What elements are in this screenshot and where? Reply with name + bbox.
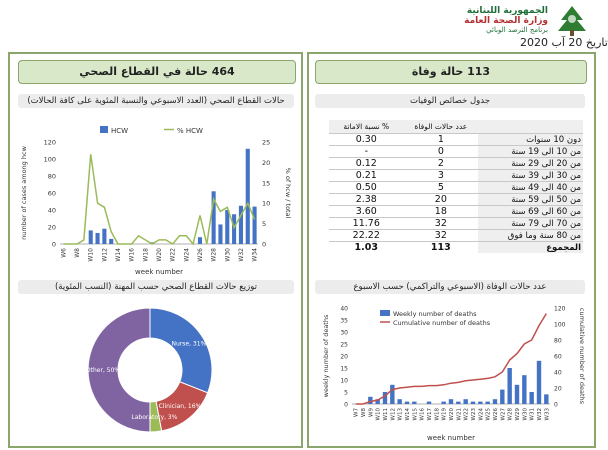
bar-weekly-deaths xyxy=(412,402,416,404)
x-tick-label: W8 xyxy=(361,408,367,417)
legend-label-cumulative: Cumulative number of deaths xyxy=(393,319,491,327)
x-tick-label: W6 xyxy=(60,248,68,258)
y-tick-label: 100 xyxy=(43,155,56,164)
x-tick-label: W24 xyxy=(478,408,485,421)
category-cell: دون 10 سنوات xyxy=(478,134,583,146)
deaths-table-title: جدول خصائص الوفيات xyxy=(315,94,585,108)
deaths-cell: 32 xyxy=(404,218,479,230)
x-tick-label: W20 xyxy=(449,408,455,421)
deaths-cell: 3 xyxy=(404,170,479,182)
report-date: تاريخ 20 آب 2020 xyxy=(520,36,608,49)
x-tick-label: W28 xyxy=(507,408,514,421)
x-tick-label: W16 xyxy=(128,248,136,262)
hcw-weekly-chart xyxy=(14,112,298,276)
deaths-chart-title: عدد حالات الوفاة (الاسبوعي والتراكمي) حسب الاسبوع xyxy=(315,280,585,294)
table-row xyxy=(329,134,583,146)
header-cfr: نسبة الاماتة % xyxy=(329,120,404,134)
category-cell: المجموع xyxy=(478,242,583,254)
x-tick-label: W24 xyxy=(183,248,191,262)
bar-weekly-deaths xyxy=(500,390,504,404)
y-axis-label: number of cases among hcw xyxy=(20,146,28,240)
x-tick-label: W10 xyxy=(375,408,382,421)
y2-tick-label: 120 xyxy=(554,305,566,313)
deaths-cell: 1 xyxy=(404,134,479,146)
y2-tick-label: 20 xyxy=(262,158,271,167)
x-tick-label: W33 xyxy=(544,408,551,421)
y2-axis-label: cumulative number of deaths xyxy=(578,307,586,405)
deaths-table xyxy=(329,120,583,253)
x-tick-label: W32 xyxy=(237,248,245,262)
bar-weekly-deaths xyxy=(390,385,394,404)
y-tick-label: 40 xyxy=(340,305,348,313)
y2-tick-label: 60 xyxy=(554,353,562,361)
cfr-cell: 2.38 xyxy=(329,194,404,206)
table-row xyxy=(329,170,583,182)
deaths-cell: 20 xyxy=(404,194,479,206)
x-tick-label: W9 xyxy=(368,408,375,417)
table-row xyxy=(329,194,583,206)
x-tick-label: W14 xyxy=(405,408,411,421)
hcw-chart-title: حالات القطاع الصحي (العدد الاسبوعي والنسبة المئوية على كافة الحالات) xyxy=(18,94,294,108)
y2-tick-label: 80 xyxy=(554,337,562,345)
x-tick-label: W10 xyxy=(87,248,95,262)
org-line1: الجمهورية اللبنانية xyxy=(466,6,548,16)
profession-donut-chart xyxy=(60,300,240,440)
y2-tick-label: 15 xyxy=(262,179,271,188)
table-row xyxy=(329,230,583,242)
x-axis-label: week number xyxy=(427,434,475,442)
table-row xyxy=(329,206,583,218)
bar-weekly-deaths xyxy=(485,402,489,404)
category-cell: من 80 سنة وما فوق xyxy=(478,230,583,242)
deaths-banner: 113 حالة وفاة xyxy=(315,60,587,84)
hcw-banner: 464 حالة في القطاع الصحي xyxy=(18,60,296,84)
bar-weekly-deaths xyxy=(507,368,511,404)
legend-swatch-weekly xyxy=(380,310,390,316)
y-tick-label: 35 xyxy=(340,317,348,325)
y-tick-label: 5 xyxy=(344,389,348,397)
y2-tick-label: 0 xyxy=(554,401,558,409)
table-header-row xyxy=(329,120,583,134)
y-tick-label: 0 xyxy=(51,240,56,249)
legend-swatch-hcw xyxy=(100,126,108,133)
bar-hcw xyxy=(89,230,93,244)
x-tick-label: W23 xyxy=(471,408,477,421)
bar-weekly-deaths xyxy=(427,402,431,404)
x-tick-label: W18 xyxy=(434,408,441,421)
x-tick-label: W12 xyxy=(390,408,397,421)
x-tick-label: W32 xyxy=(537,408,543,421)
bar-weekly-deaths xyxy=(537,361,541,404)
x-tick-label: W21 xyxy=(456,408,463,421)
donut-slice-nurse xyxy=(150,308,212,393)
bar-weekly-deaths xyxy=(456,402,460,404)
category-cell: من 40 الى 49 سنة xyxy=(478,182,583,194)
y-tick-label: 0 xyxy=(344,401,348,409)
bar-weekly-deaths xyxy=(471,402,475,404)
category-cell: من 10 الى 19 سنة xyxy=(478,146,583,158)
legend-label-weekly: Weekly number of deaths xyxy=(393,310,477,318)
cfr-cell: 3.60 xyxy=(329,206,404,218)
bar-weekly-deaths xyxy=(515,385,519,404)
bar-hcw xyxy=(96,233,100,244)
y-axis-label: weekly number of deaths xyxy=(322,314,330,398)
ministry-logo-icon xyxy=(553,4,591,38)
y2-tick-label: 5 xyxy=(262,220,267,229)
x-tick-label: W17 xyxy=(427,408,433,421)
y2-tick-label: 100 xyxy=(554,321,566,329)
bar-weekly-deaths xyxy=(441,402,445,404)
x-tick-label: W34 xyxy=(251,248,259,262)
bar-hcw xyxy=(198,237,202,244)
x-tick-label: W15 xyxy=(412,408,419,421)
bar-weekly-deaths xyxy=(529,392,533,404)
cfr-cell: 0.21 xyxy=(329,170,404,182)
bar-weekly-deaths xyxy=(463,399,467,404)
cfr-cell: 0.12 xyxy=(329,158,404,170)
donut-label: Laboratory, 3% xyxy=(131,413,178,421)
x-tick-label: W18 xyxy=(142,248,150,262)
table-row xyxy=(329,182,583,194)
x-tick-label: W14 xyxy=(115,248,123,262)
y-tick-label: 80 xyxy=(47,172,56,181)
x-tick-label: W22 xyxy=(463,408,470,421)
bar-weekly-deaths xyxy=(522,375,526,404)
x-tick-label: W13 xyxy=(397,408,404,421)
deaths-cell: 2 xyxy=(404,158,479,170)
category-cell: من 60 الى 69 سنة xyxy=(478,206,583,218)
x-tick-label: W19 xyxy=(441,408,448,421)
bar-hcw xyxy=(102,229,106,244)
deaths-cell: 32 xyxy=(404,230,479,242)
x-tick-label: W29 xyxy=(515,408,521,421)
bar-weekly-deaths xyxy=(478,402,482,404)
x-tick-label: W8 xyxy=(74,248,82,258)
y2-tick-label: 10 xyxy=(262,199,271,208)
bar-weekly-deaths xyxy=(368,397,372,404)
y2-tick-label: 25 xyxy=(262,138,271,147)
legend-label-hcw: HCW xyxy=(111,127,129,135)
cfr-cell: - xyxy=(329,146,404,158)
x-tick-label: W27 xyxy=(500,408,507,421)
y-tick-label: 15 xyxy=(340,365,348,373)
donut-label: Nurse, 31% xyxy=(171,340,207,348)
x-tick-label: W26 xyxy=(196,248,204,262)
y2-tick-label: 20 xyxy=(554,385,562,393)
bar-weekly-deaths xyxy=(493,399,497,404)
x-axis-label: week number xyxy=(135,268,183,276)
bar-hcw xyxy=(253,207,257,244)
ministry-name xyxy=(464,6,548,35)
x-tick-label: W30 xyxy=(522,408,529,421)
x-tick-label: W7 xyxy=(353,408,360,417)
cfr-cell: 1.03 xyxy=(354,242,378,253)
y-tick-label: 20 xyxy=(47,223,56,232)
x-tick-label: W28 xyxy=(210,248,218,262)
bar-hcw xyxy=(246,149,250,244)
x-tick-label: W30 xyxy=(224,248,232,262)
deaths-cell: 18 xyxy=(404,206,479,218)
cfr-cell: 0.30 xyxy=(329,134,404,146)
y-tick-label: 25 xyxy=(340,341,348,349)
cfr-cell: 22.22 xyxy=(329,230,404,242)
y-tick-label: 20 xyxy=(340,353,348,361)
x-tick-label: W31 xyxy=(529,408,536,421)
bar-weekly-deaths xyxy=(405,402,409,404)
bar-weekly-deaths xyxy=(544,394,548,404)
y-tick-label: 120 xyxy=(43,138,56,147)
category-cell: من 20 الى 29 سنة xyxy=(478,158,583,170)
profession-chart-title: توزيع حالات القطاع الصحي حسب المهنة (النسب المئوية) xyxy=(18,280,294,294)
y2-tick-label: 40 xyxy=(554,369,562,377)
deaths-cell: 113 xyxy=(430,242,451,253)
deaths-cell: 0 xyxy=(404,146,479,158)
bar-hcw xyxy=(109,239,113,244)
bar-hcw xyxy=(225,210,229,244)
bar-hcw xyxy=(218,224,222,244)
y-tick-label: 60 xyxy=(47,189,56,198)
table-row xyxy=(329,158,583,170)
category-cell: من 50 الى 59 سنة xyxy=(478,194,583,206)
x-tick-label: W25 xyxy=(485,408,492,421)
x-tick-label: W12 xyxy=(101,248,109,262)
deaths-cell: 5 xyxy=(404,182,479,194)
table-row xyxy=(329,242,583,254)
y-tick-label: 10 xyxy=(340,377,348,385)
legend-label-pct: % HCW xyxy=(177,127,203,135)
header-category xyxy=(478,120,583,134)
x-tick-label: W11 xyxy=(383,408,389,421)
header-deaths: عدد حالات الوفاة xyxy=(404,120,479,134)
bar-weekly-deaths xyxy=(449,399,453,404)
org-line3: برنامج الترصد الوبائي xyxy=(486,26,548,34)
category-cell: من 70 الى 79 سنة xyxy=(478,218,583,230)
y2-tick-label: 0 xyxy=(262,240,267,249)
x-tick-label: W22 xyxy=(169,248,177,262)
bar-weekly-deaths xyxy=(397,399,401,404)
table-row xyxy=(329,218,583,230)
y2-axis-label: % of hcw / total xyxy=(284,167,292,219)
y-tick-label: 30 xyxy=(340,329,348,337)
org-line2: وزارة الصحة العامة xyxy=(464,16,548,26)
cfr-cell: 0.50 xyxy=(329,182,404,194)
category-cell: من 30 الى 39 سنة xyxy=(478,170,583,182)
x-tick-label: W20 xyxy=(156,248,163,262)
cfr-cell: 11.76 xyxy=(329,218,404,230)
deaths-weekly-chart xyxy=(318,298,590,444)
table-row xyxy=(329,146,583,158)
x-tick-label: W16 xyxy=(419,408,426,421)
donut-label: Other, 50% xyxy=(85,367,121,374)
y-tick-label: 40 xyxy=(47,206,56,215)
x-tick-label: W26 xyxy=(493,408,499,421)
donut-label: Clinician, 16% xyxy=(158,403,202,411)
